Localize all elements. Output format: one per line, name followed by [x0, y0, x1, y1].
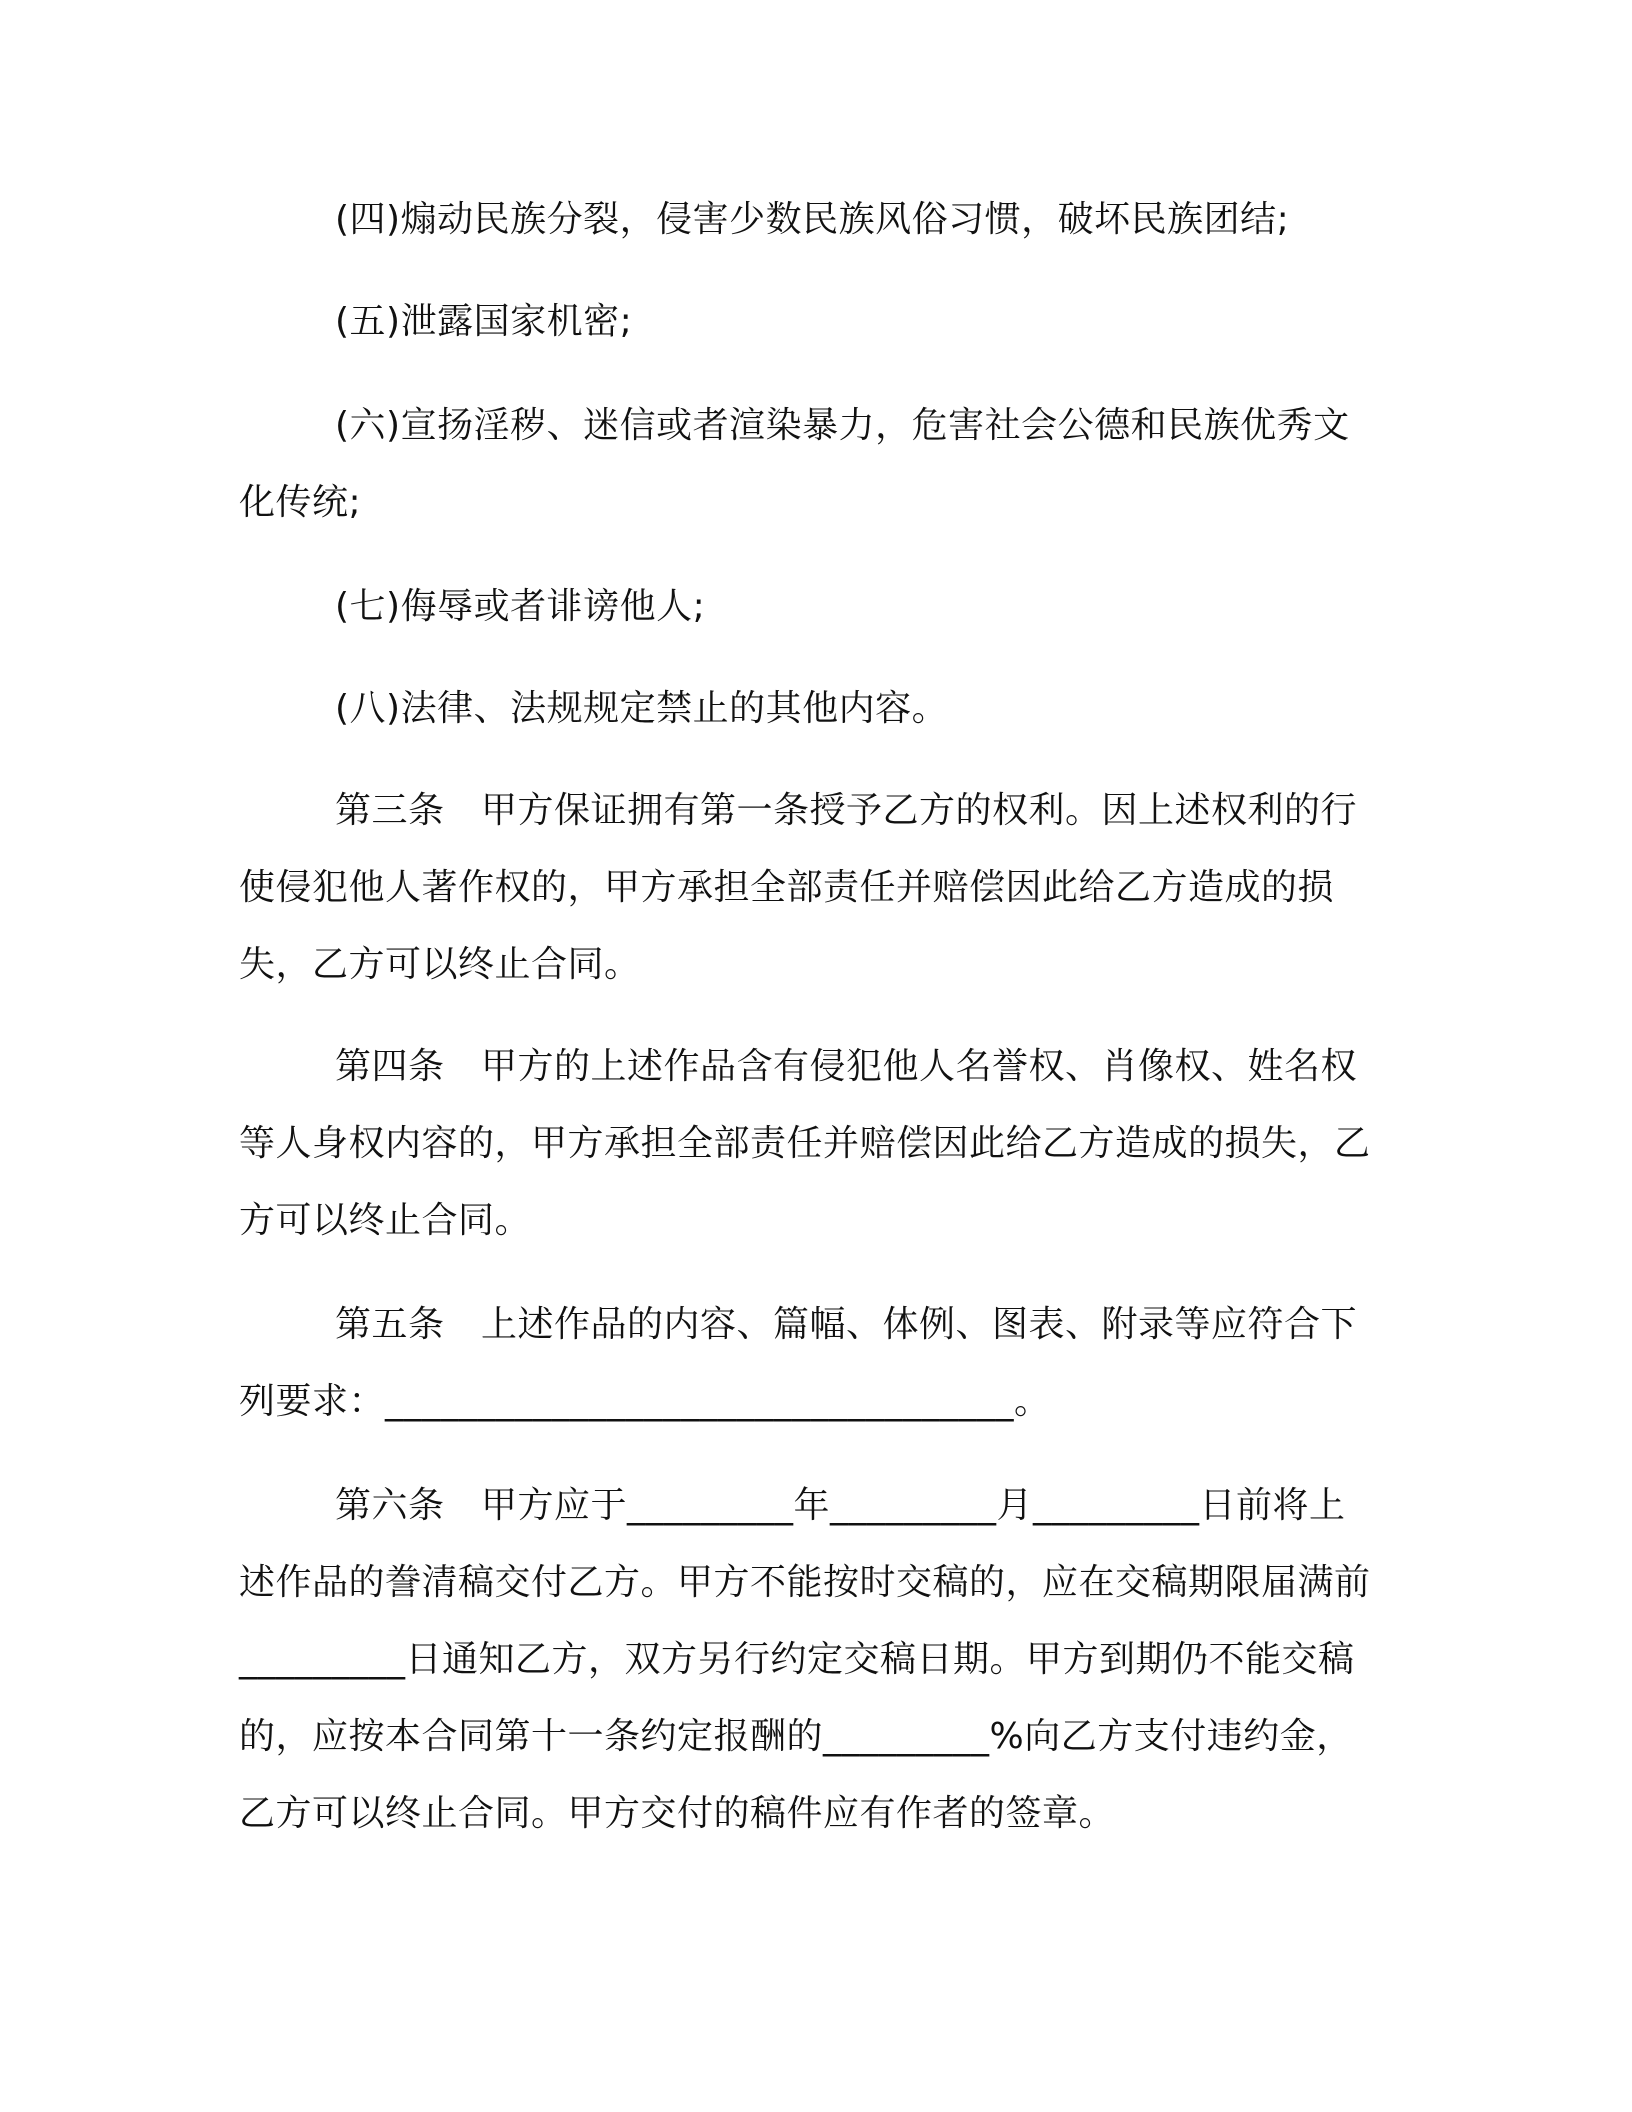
article-6: 第六条 甲方应于_________年_________月_________日前将上述作品的誊清稿交付乙方。甲方不能按时交稿的，应在交稿期限届满前_________日通知乙方，双方另行约定交稿日期。甲方到期仍不能交稿的，应按本合同第十一条约定报酬的_________%向乙方支付违约金，乙方可以终止合同。甲方交付的稿件应有作者的签章。 [239, 1485, 1371, 1834]
clause-item-6: (六)宣扬淫秽、迷信或者渲染暴力，危害社会公德和民族优秀文化传统; [239, 405, 1350, 523]
article-3: 第三条 甲方保证拥有第一条授予乙方的权利。因上述权利的行使侵犯他人著作权的，甲方承担全部责任并赔偿因此给乙方造成的损失，乙方可以终止合同。 [239, 790, 1358, 985]
clause-item-5: (五)泄露国家机密; [335, 301, 633, 342]
article-5: 第五条 上述作品的内容、篇幅、体例、图表、附录等应符合下列要求：__________________________________。 [239, 1304, 1358, 1422]
clause-item-4: (四)煽动民族分裂，侵害少数民族风俗习惯，破坏民族团结; [335, 199, 1290, 240]
clause-item-7: (七)侮辱或者诽谤他人; [335, 586, 706, 627]
article-4: 第四条 甲方的上述作品含有侵犯他人名誉权、肖像权、姓名权等人身权内容的，甲方承担全部责任并赔偿因此给乙方造成的损失，乙方可以终止合同。 [239, 1046, 1371, 1241]
clause-item-8: (八)法律、法规规定禁止的其他内容。 [335, 688, 949, 729]
